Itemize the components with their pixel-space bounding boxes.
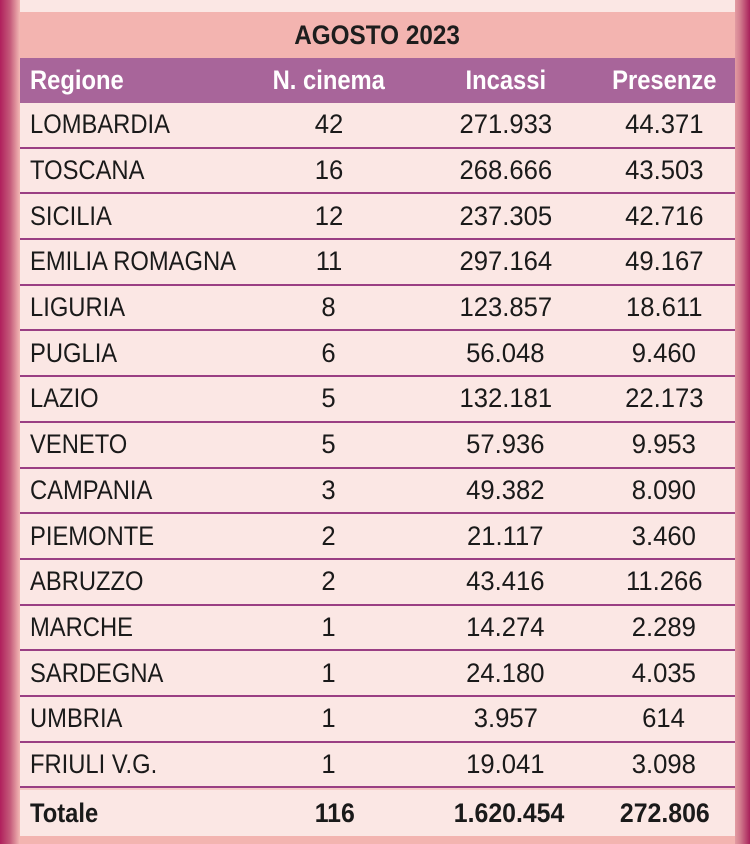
cell-incassi [418,292,593,323]
cell-presenze-value: 4.035 [631,657,697,688]
cell-presenze-value: 44.371 [624,109,704,140]
total-incassi-cell [422,798,595,829]
cell-cinema-value: 1 [321,657,337,688]
table-title [20,12,735,58]
cell-regione [20,612,240,643]
cell-incassi [418,383,593,414]
cell-regione [20,658,240,689]
cell-cinema-value: 2 [321,566,337,597]
cell-regione-value: SICILIA [30,200,112,231]
cell-presenze-value: 43.503 [624,155,704,186]
cell-incassi [418,703,593,734]
total-presenze-cell [595,798,735,829]
cell-presenze [593,658,735,689]
cell-presenze [593,749,735,780]
cell-regione [20,155,240,186]
cell-presenze-value: 8.090 [631,474,697,505]
cell-presenze-value: 3.098 [631,748,697,779]
cell-presenze [593,703,735,734]
cell-regione-value: MARCHE [30,611,133,642]
cell-cinema-value: 5 [321,383,337,414]
cell-cinema-value: 6 [321,337,337,368]
cell-regione [20,292,240,323]
cell-presenze [593,475,735,506]
cell-regione [20,749,240,780]
cell-incassi [418,246,593,277]
header-cell-regione [20,65,240,96]
total-cinema-cell [247,798,423,829]
cell-presenze [593,338,735,369]
cell-cinema [240,521,418,552]
cell-incassi [418,109,593,140]
cell-incassi-value: 271.933 [459,109,552,140]
cell-regione [20,246,240,277]
cell-cinema-value: 42 [314,109,344,140]
total-incassi: 1.620.454 [453,797,564,828]
cell-regione-value: LOMBARDIA [30,109,170,140]
table-row [20,560,735,606]
cell-incassi-value: 43.416 [466,566,545,597]
cell-regione-value: CAMPANIA [30,474,153,505]
cell-presenze [593,246,735,277]
cell-cinema [240,246,418,277]
table-row [20,149,735,195]
cell-presenze [593,566,735,597]
cell-cinema [240,749,418,780]
cell-cinema-value: 8 [321,292,337,323]
cell-regione-value: UMBRIA [30,703,123,734]
cell-presenze [593,155,735,186]
cell-cinema [240,429,418,460]
cell-presenze [593,383,735,414]
cell-regione [20,703,240,734]
cell-cinema [240,658,418,689]
cell-regione [20,383,240,414]
cell-cinema-value: 16 [314,155,344,186]
cell-presenze-value: 11.266 [625,566,703,597]
table-title-text: AGOSTO 2023 [294,19,461,50]
cell-cinema-value: 1 [321,703,337,734]
cell-regione [20,475,240,506]
cell-incassi-value: 21.117 [467,520,544,551]
total-label: Totale [30,797,99,828]
header-label: N. cinema [272,65,386,95]
cell-presenze-value: 2.289 [631,611,697,642]
cell-cinema-value: 1 [321,748,337,779]
table-row [20,286,735,332]
total-presenze: 272.806 [620,797,710,828]
cell-incassi-value: 14.274 [466,611,545,642]
table-row [20,331,735,377]
cell-presenze [593,201,735,232]
cell-presenze [593,109,735,140]
cell-cinema [240,155,418,186]
cell-presenze [593,612,735,643]
table-row [20,743,735,789]
header-cell-incassi [418,65,593,96]
cell-cinema-value: 5 [321,429,337,460]
cell-cinema-value: 12 [314,200,344,231]
cell-regione [20,201,240,232]
cell-regione-value: EMILIA ROMAGNA [30,246,236,277]
table-row [20,103,735,149]
table-row [20,651,735,697]
cell-presenze-value: 614 [642,703,686,734]
table-row [20,606,735,652]
cell-presenze [593,521,735,552]
cell-cinema [240,566,418,597]
cell-presenze-value: 3.460 [631,520,697,551]
cell-incassi-value: 132.181 [459,383,552,414]
cell-regione-value: SARDEGNA [30,657,164,688]
cell-incassi-value: 57.936 [466,429,545,460]
cell-cinema [240,475,418,506]
table-body [20,103,735,788]
table-row [20,697,735,743]
header-label: Incassi [465,65,546,95]
cell-incassi [418,566,593,597]
cell-incassi-value: 123.857 [459,292,552,323]
cell-incassi [418,475,593,506]
cell-incassi-value: 49.382 [466,474,545,505]
cell-incassi [418,612,593,643]
cell-regione-value: VENETO [30,429,128,460]
cell-incassi [418,749,593,780]
cell-regione-value: LAZIO [30,383,99,414]
cell-incassi [418,201,593,232]
cell-incassi [418,521,593,552]
total-row [20,790,735,836]
cell-regione-value: FRIULI V.G. [30,748,158,779]
cell-cinema [240,292,418,323]
cell-regione-value: PUGLIA [30,337,118,368]
cell-presenze-value: 18.611 [625,292,703,323]
cell-cinema [240,338,418,369]
table-row [20,194,735,240]
cell-regione [20,338,240,369]
table-header [20,58,735,103]
cell-cinema [240,703,418,734]
header-cell-cinema [240,65,418,96]
table-row [20,514,735,560]
header-label: Regione [30,65,124,95]
cell-regione [20,109,240,140]
cell-cinema [240,383,418,414]
cell-incassi-value: 24.180 [466,657,545,688]
table-row [20,240,735,286]
cell-regione-value: TOSCANA [30,155,145,186]
header-cell-presenze [593,65,735,96]
cell-cinema-value: 3 [321,474,337,505]
cell-presenze-value: 9.953 [631,429,697,460]
cell-incassi-value: 297.164 [459,246,552,277]
cell-presenze-value: 49.167 [624,246,704,277]
cell-cinema [240,201,418,232]
cell-regione-value: PIEMONTE [30,520,155,551]
table-row [20,377,735,423]
total-label-cell [20,798,247,829]
cell-incassi-value: 56.048 [466,337,545,368]
cell-presenze [593,429,735,460]
cell-cinema-value: 2 [321,520,337,551]
cell-incassi [418,658,593,689]
cell-incassi-value: 3.957 [473,703,538,734]
bottom-strip [20,836,735,844]
cell-regione-value: LIGURIA [30,292,126,323]
cell-incassi-value: 19.041 [466,748,545,779]
cell-presenze-value: 42.716 [624,200,704,231]
cell-cinema-value: 11 [315,246,343,277]
cell-incassi [418,155,593,186]
cell-incassi-value: 268.666 [459,155,552,186]
cell-cinema [240,109,418,140]
table-card [20,0,735,844]
header-label: Presenze [611,65,717,95]
cell-cinema [240,612,418,643]
cell-presenze [593,292,735,323]
table-row [20,423,735,469]
cell-regione-value: ABRUZZO [30,566,144,597]
cell-regione [20,429,240,460]
top-strip [20,0,735,12]
cell-incassi [418,429,593,460]
cell-cinema-value: 1 [321,611,337,642]
cell-presenze-value: 22.173 [624,383,704,414]
table-row [20,469,735,515]
cell-incassi [418,338,593,369]
cell-regione [20,521,240,552]
cell-presenze-value: 9.460 [631,337,697,368]
cell-regione [20,566,240,597]
total-cinema: 116 [314,797,355,828]
cell-incassi-value: 237.305 [459,200,552,231]
